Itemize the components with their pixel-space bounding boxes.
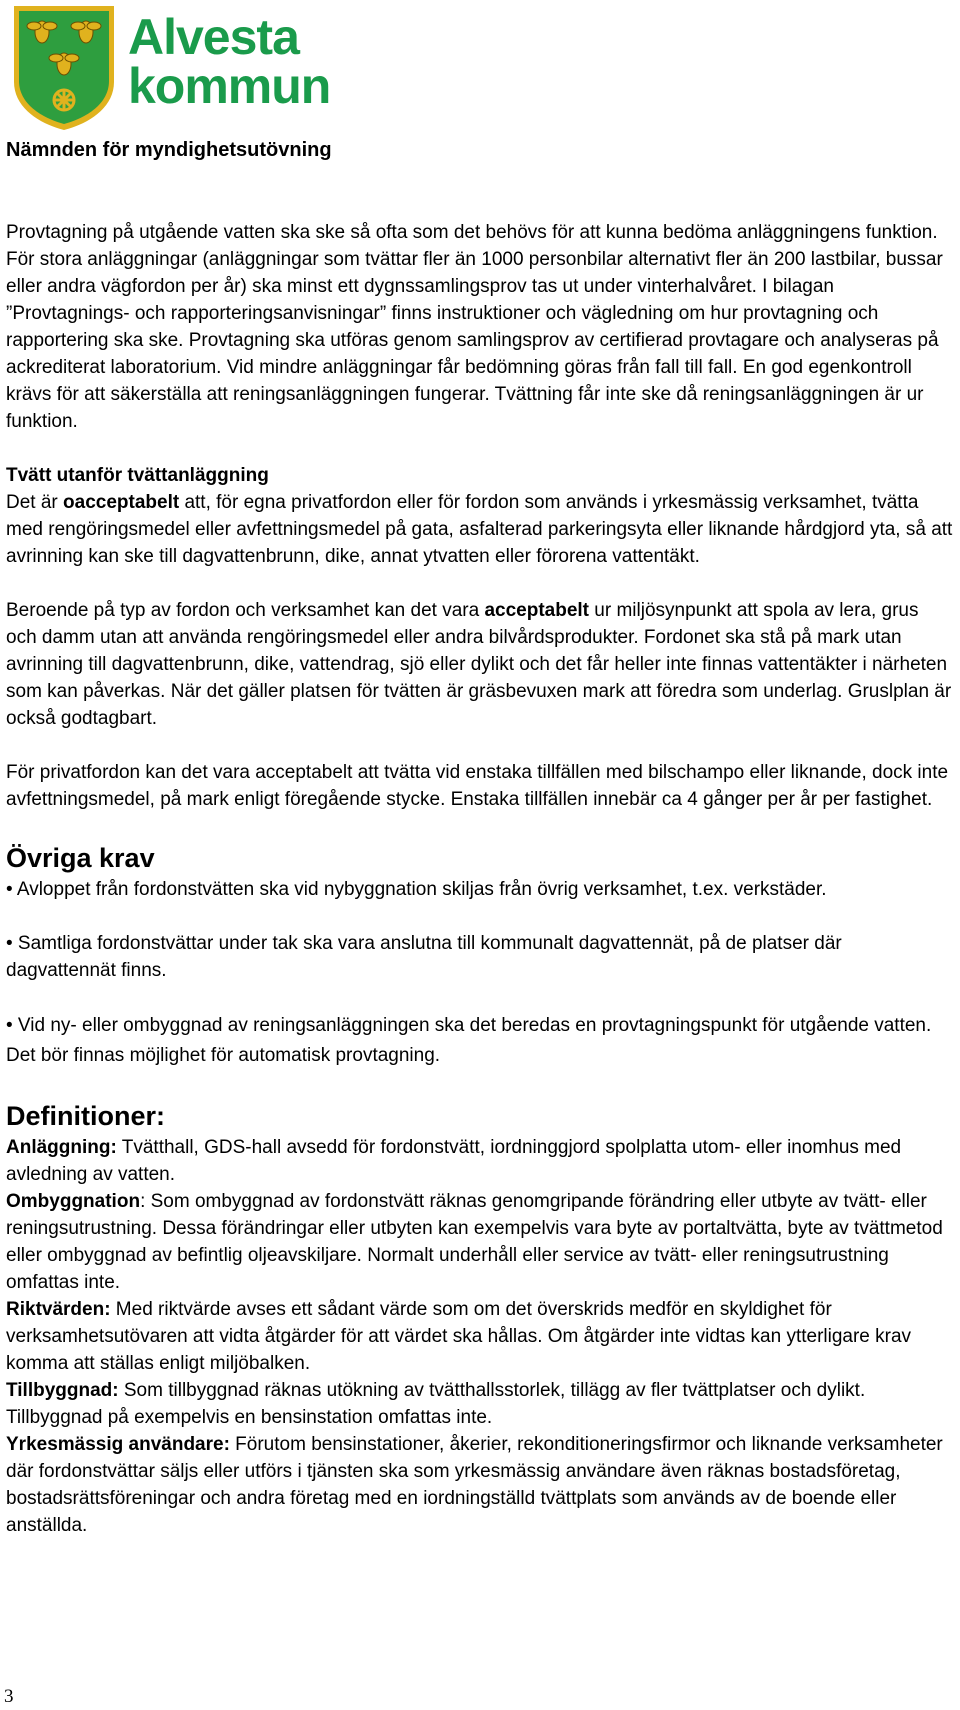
text-run: Beroende på typ av fordon och verksamhet kan det vara [6,600,485,621]
definition-item [6,1377,954,1431]
requirement-bullet: • Avloppet från fordonstvätten ska vid nybyggnation skiljas från övrig verksamhet, t.ex. verkstäder. [6,879,827,900]
outside-wash-heading [6,462,954,489]
logo-line-2: kommun [128,58,331,110]
definition-text: : Som ombyggnad av fordonstvätt räknas genomgripande förändring eller utbyte av tvätt- eller reningsutrustning. Dessa förändringar eller utbyten kan exempelvis vara byte av portaltvätta, byte av tvättmetod eller ombyggnad av befintlig oljeavskiljare. Normalt underhåll eller service av tvätt- eller reningsutrustning omfattas inte. [6,1191,943,1293]
outside-wash-paragraph-2 [6,597,954,732]
emphasis-acceptable: acceptabelt [484,600,589,621]
text-run: Det är [6,492,64,513]
definition-text: Tvätthall, GDS-hall avsedd för fordonstvätt, iordninggjord spolplatta utom- eller inomhus med avledning av vatten. [6,1137,902,1185]
logo-line-1: Alvesta [128,10,299,65]
other-requirements-heading: Övriga krav [6,843,155,873]
definitions-list [6,1134,954,1539]
requirement-bullet: • Vid ny- eller ombyggnad av reningsanläggningen ska det beredas en provtagningspunkt för utgående vatten. Det bör finnas möjlighet för automatisk provtagning. [6,1015,932,1066]
document-body [6,219,954,1539]
intro-paragraph: Provtagning på utgående vatten ska ske så ofta som det behövs för att kunna bedöma anläggningens funktion. För stora anläggningar (anläggningar som tvättar fler än 1000 personbilar alternativt fler än 200 lastbilar, bussar eller andra vägfordon per år) ska minst ett dygnssamlingsprov tas ut under vinterhalvåret. I bilagan ”Provtagnings- och rapporteringsanvisningar” finns instruktioner och vägledning om hur provtagning och rapportering ska ske. Provtagning ska utföras genom samlingsprov av certifierad provtagare och analyseras på ackrediterat laboratorium. Vid mindre anläggningar får bedömning göras från fall till fall. En god egenkontroll krävs för att säkerställa att reningsanläggningen fungerar. Tvättning får inte ske då reningsanläggningen är ur funktion. [6,222,943,432]
definition-item [6,1188,954,1296]
definition-item [6,1431,954,1539]
definition-item [6,1296,954,1377]
definition-text: Med riktvärde avses ett sådant värde som om det överskrids medför en skyldighet för verksamhetsutövaren att vidta åtgärder för att värdet ska hållas. Om åtgärder inte vidtas kan ytterligare krav komma att ställas enligt miljöbalken. [6,1299,912,1374]
municipality-logo-text [126,10,356,110]
definition-text: Som tillbyggnad räknas utökning av tvätthallsstorlek, tillägg av fler tvättplatser och dylikt. Tillbyggnad på exempelvis en bensinstation omfattas inte. [6,1380,866,1428]
definition-term: Yrkesmässig användare: [6,1434,230,1455]
page-number: 3 [4,1686,14,1707]
outside-wash-heading-text: Tvätt utanför tvättanläggning [6,465,269,486]
outside-wash-paragraph-3: För privatfordon kan det vara acceptabelt att tvätta vid enstaka tillfällen med bilschampo eller liknande, dock inte avfettningsmedel, på mark enligt föregående stycke. Enstaka tillfällen innebär ca 4 gånger per år per fastighet. [6,762,949,810]
definition-item [6,1134,954,1188]
definition-term: Tillbyggnad: [6,1380,119,1401]
text-run: att, för egna privatfordon eller för fordon som används i yrkesmässig verksamhet, tvätta med rengöringsmedel eller avfettningsmedel på gata, asfalterad parkeringsyta eller liknande hårdgjord yta, så att avrinning kan ske till dagvattenbrunn, dike, annat ytvatten eller förorena vattentäkt. [6,492,953,567]
definition-term: Ombyggnation [6,1191,141,1212]
outside-wash-paragraph-1 [6,489,954,570]
department-name: Nämnden för myndighetsutövning [6,139,332,161]
emphasis-unacceptable: oacceptabelt [63,492,180,513]
definitions-heading: Definitioner: [6,1101,165,1131]
municipal-coat-of-arms-icon [12,4,116,132]
requirement-bullet: • Samtliga fordonstvättar under tak ska vara anslutna till kommunalt dagvattennät, på de platser där dagvattennät finns. [6,933,842,981]
definition-term: Anläggning: [6,1137,117,1158]
definition-text: Förutom bensinstationer, åkerier, rekonditioneringsfirmor och liknande verksamheter där fordonstvättar säljs eller utförs i tjänsten ska som yrkesmässig användare även räknas bostadsföretag, bostadsrättsföreningar och andra företag med en iordningställd tvättplats som används av de boende eller anställda. [6,1434,943,1536]
definition-term: Riktvärden: [6,1299,111,1320]
text-run: ur miljösynpunkt att spola av lera, grus och damm utan att använda rengöringsmedel eller andra bilvårdsprodukter. Fordonet ska stå på mark utan avrinning till dagvattenbrunn, dike, vattendrag, sjö eller dylikt och det får heller inte finnas vattentäkter i närheten som kan påverkas. När det gäller platsen för tvätten är gräsbevuxen mark att föredra som underlag. Gruslplan är också godtagbart. [6,600,952,729]
